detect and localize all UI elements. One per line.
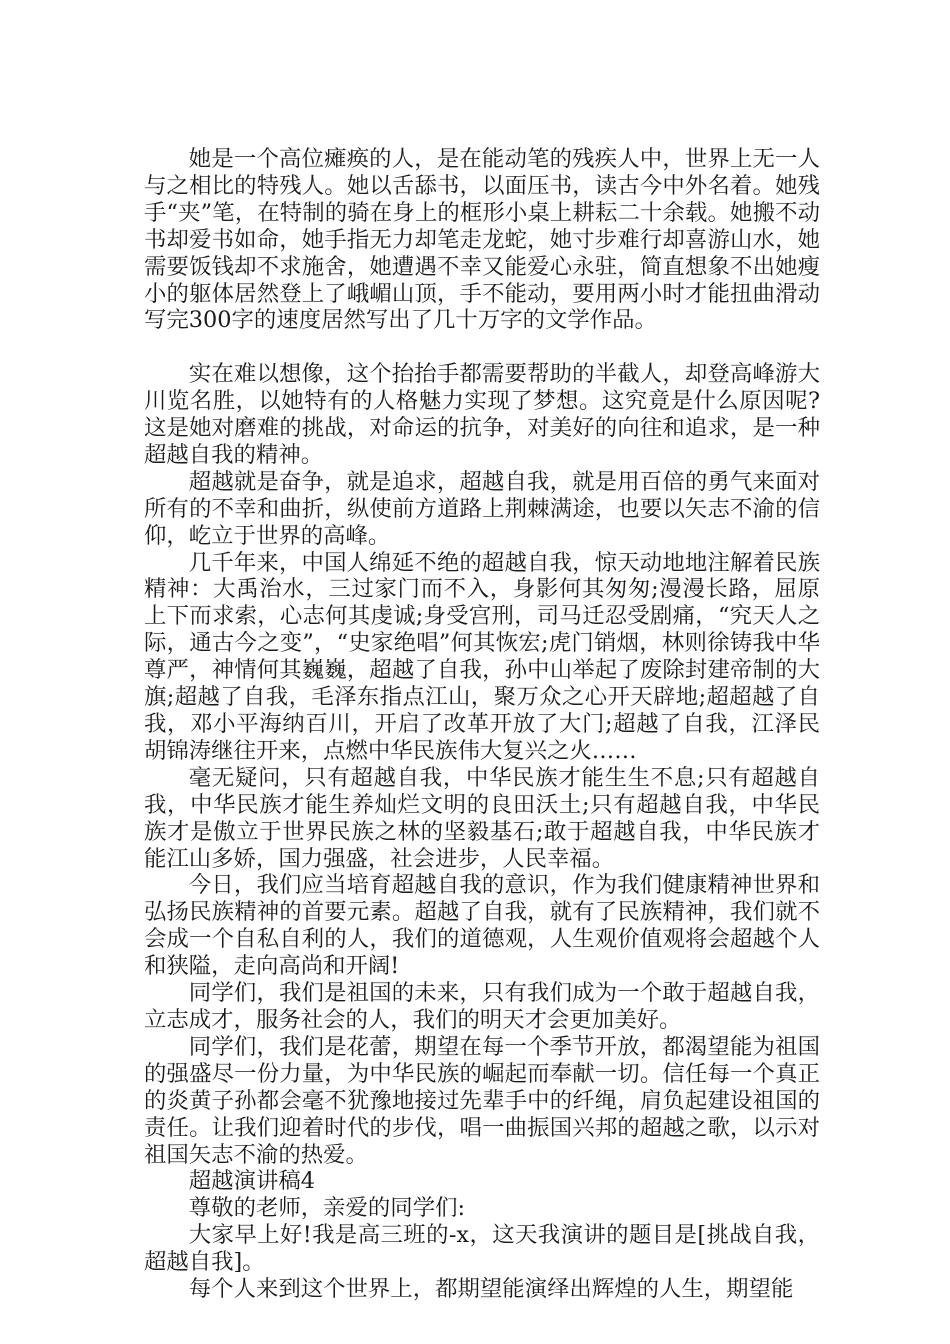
paragraph-10: 每个人来到这个世界上，都期望能演绎出辉煌的人生，期望能 [188,1276,794,1303]
paragraph-2: 实在难以想像，这个抬抬手都需要帮助的半截人，却登高峰游大川览名胜，以她特有的人格魅力实现了梦想。这究竟是什么原因呢?这是她对磨难的挑战，对命运的抗争，对美好的向往和追求，是一种超越自我的精神。 [144,361,820,468]
paragraph-5: 毫无疑问，只有超越自我，中华民族才能生生不息;只有超越自我，中华民族才能生养灿烂文明的良田沃土;只有超越自我，中华民族才是傲立于世界民族之林的坚毅基石;敢于超越自我，中华民族才能江山多娇，国力强盛，社会进步，人民幸福。 [144,764,820,872]
paragraph-3: 超越就是奋争，就是追求，超越自我，就是用百倍的勇气来面对所有的不幸和曲折，纵使前方道路上荆棘满途，也要以矢志不渝的信仰，屹立于世界的高峰。 [144,468,820,549]
paragraph-9: 大家早上好!我是高三班的-x，这天我演讲的题目是[挑战自我，超越自我]。 [144,1222,820,1276]
paragraph-8: 同学们，我们是花蕾，期望在每一个季节开放，都渴望能为祖国的强盛尽一份力量，为中华民族的崛起而奉献一切。信任每一个真正的炎黄子孙都会毫不犹豫地接过先辈手中的纤绳，肩负起建设祖国的责任。让我们迎着时代的步伐，唱一曲振国兴邦的超越之歌，以示对祖国矢志不渝的热爱。 [144,1033,820,1168]
salutation: 尊敬的老师，亲爱的同学们: [188,1195,466,1222]
section-heading: 超越演讲稿4 [188,1168,315,1195]
document-body [144,146,820,1303]
paragraph-6: 今日，我们应当培育超越自我的意识，作为我们健康精神世界和弘扬民族精神的首要元素。超越了自我，就有了民族精神，我们就不会成一个自私自利的人，我们的道德观，人生观价值观将会超越个人和狭隘，走向高尚和开阔! [144,872,820,980]
paragraph-4: 几千年来，中国人绵延不绝的超越自我，惊天动地地注解着民族精神：大禹治水，三过家门而不入，身影何其匆匆;漫漫长路，屈原上下而求索，心志何其虔诚;身受宫刑，司马迁忍受剧痛，“究天人之际，通古今之变”，“史家绝唱”何其恢宏;虎门销烟，林则徐铸我中华尊严，神情何其巍巍，超越了自我，孙中山举起了废除封建帝制的大旗;超越了自我，毛泽东指点江山，聚万众之心开天辟地;超超越了自我，邓小平海纳百川，开启了改革开放了大门;超越了自我，江泽民胡锦涛继往开来，点燃中华民族伟大复兴之火…… [144,549,820,764]
paragraph-7: 同学们，我们是祖国的未来，只有我们成为一个敢于超越自我，立志成才，服务社会的人，我们的明天才会更加美好。 [144,980,820,1033]
paragraph-1: 她是一个高位瘫痪的人，是在能动笔的残疾人中，世界上无一人与之相比的特残人。她以舌舔书，以面压书，读古今中外名着。她残手“夹”笔，在特制的骑在身上的框形小桌上耕耘二十余载。她搬不动书却爱书如命，她手指无力却笔走龙蛇，她寸步难行却喜游山水，她需要饭钱却不求施舍，她遭遇不幸又能爱心永驻，简直想象不出她瘦小的躯体居然登上了峨嵋山顶，手不能动，要用两小时才能扭曲滑动写完300字的速度居然写出了几十万字的文学作品。 [144,146,820,334]
